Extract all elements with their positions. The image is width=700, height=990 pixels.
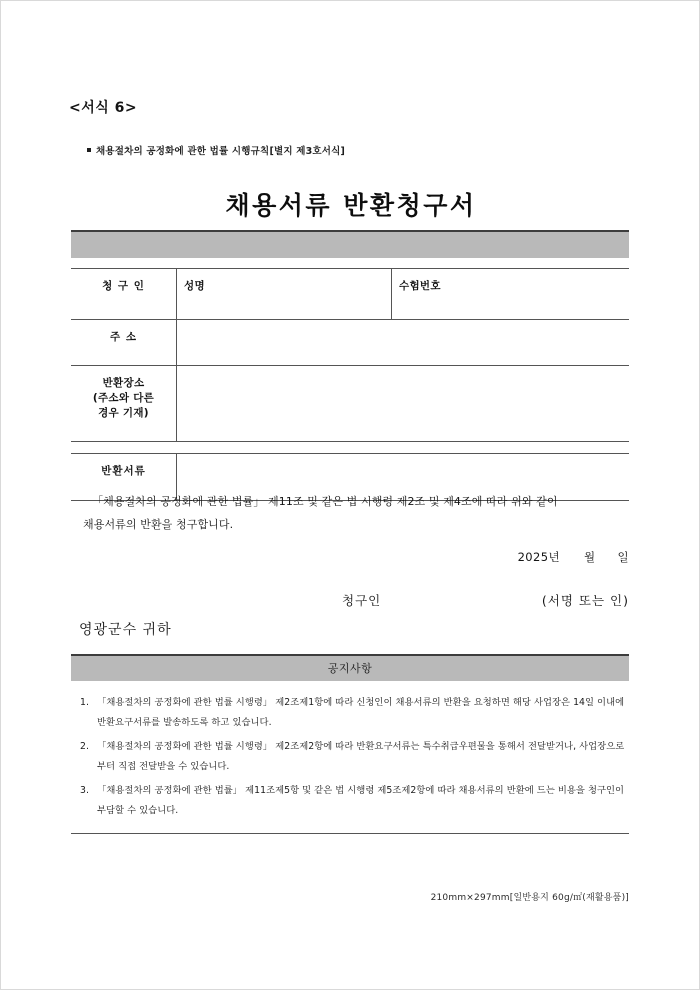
notice-item-text: 「채용절차의 공정화에 관한 법률 시행령」 제2조제2항에 따라 반환요구서류는 특수취급우편물을 통해서 전달받거나, 사업장으로부터 직접 전달받을 수 있습니다.: [97, 740, 625, 772]
field-return-place[interactable]: [176, 366, 629, 441]
label-address: 주 소: [110, 331, 137, 343]
label-return-documents: 반환서류: [101, 465, 146, 477]
label-return-place-line1: 반환장소: [102, 377, 145, 389]
statement-line-1: 「채용절차의 공정화에 관한 법률」 제11조 및 같은 법 시행령 제2조 및 제4조에 따라 위와 같이: [92, 495, 558, 508]
table-header-band: [71, 230, 629, 258]
page-title: 채용서류 반환청구서: [225, 191, 477, 220]
label-return-place-line3: 경우 기재): [98, 407, 149, 420]
notice-body: [71, 681, 629, 834]
law-reference-text: 채용절차의 공정화에 관한 법률 시행규칙[별지 제3호서식]: [96, 146, 346, 157]
field-address[interactable]: [176, 320, 629, 365]
notice-heading: 공지사항: [71, 654, 629, 681]
date-line: [1, 549, 629, 565]
notice-item-number: 2.: [80, 740, 89, 752]
notice-item-text: 「채용절차의 공정화에 관한 법률」 제11조제5항 및 같은 법 시행령 제5조제2항에 따라 채용서류의 반환에 드는 비용을 청구인이 부담할 수 있습니다.: [97, 784, 625, 816]
applicant-table: [71, 230, 629, 501]
notice-section: [71, 654, 629, 834]
list-item: [71, 781, 629, 821]
field-name[interactable]: 성명: [176, 269, 391, 319]
statement-paragraph: [83, 491, 629, 536]
statement-line-2: 채용서류의 반환을 청구합니다.: [83, 517, 234, 531]
date-day: 일: [617, 550, 629, 564]
table-row: [71, 268, 629, 319]
table-row: [71, 319, 629, 365]
label-return-place-line2: (주소와 다른: [92, 392, 155, 405]
band-spacer: [71, 258, 629, 268]
paper-spec-label: 210mm×297mm[일반용지 60g/㎡(재활용품)]: [430, 893, 629, 903]
form-number-label: <서식 6>: [69, 100, 138, 116]
bullet-icon: [87, 148, 91, 152]
signature-mark-label: (서명 또는 인): [541, 593, 629, 608]
notice-item-text: 「채용절차의 공정화에 관한 법률 시행령」 제2조제1항에 따라 신청인이 채용서류의 반환을 요청하면 해당 사업장은 14일 이내에 반환요구서류를 발송하도록 하고 있습니다.: [97, 697, 625, 728]
table-block-spacer: [71, 442, 629, 453]
signature-applicant-label: 청구인: [342, 593, 382, 608]
law-reference-label: [87, 143, 345, 157]
list-item: [71, 693, 629, 733]
label-return-place: [71, 366, 176, 441]
list-item: [71, 737, 629, 777]
notice-item-number: 3.: [80, 784, 89, 796]
addressee-label: 영광군수 귀하: [79, 622, 172, 638]
table-row: [71, 365, 629, 442]
date-year: 2025년: [517, 550, 560, 564]
notice-item-number: 1.: [80, 697, 89, 708]
label-claimant: 청 구 인: [102, 280, 145, 292]
field-exam-number[interactable]: 수험번호: [391, 269, 629, 319]
date-month: 월: [583, 550, 596, 564]
